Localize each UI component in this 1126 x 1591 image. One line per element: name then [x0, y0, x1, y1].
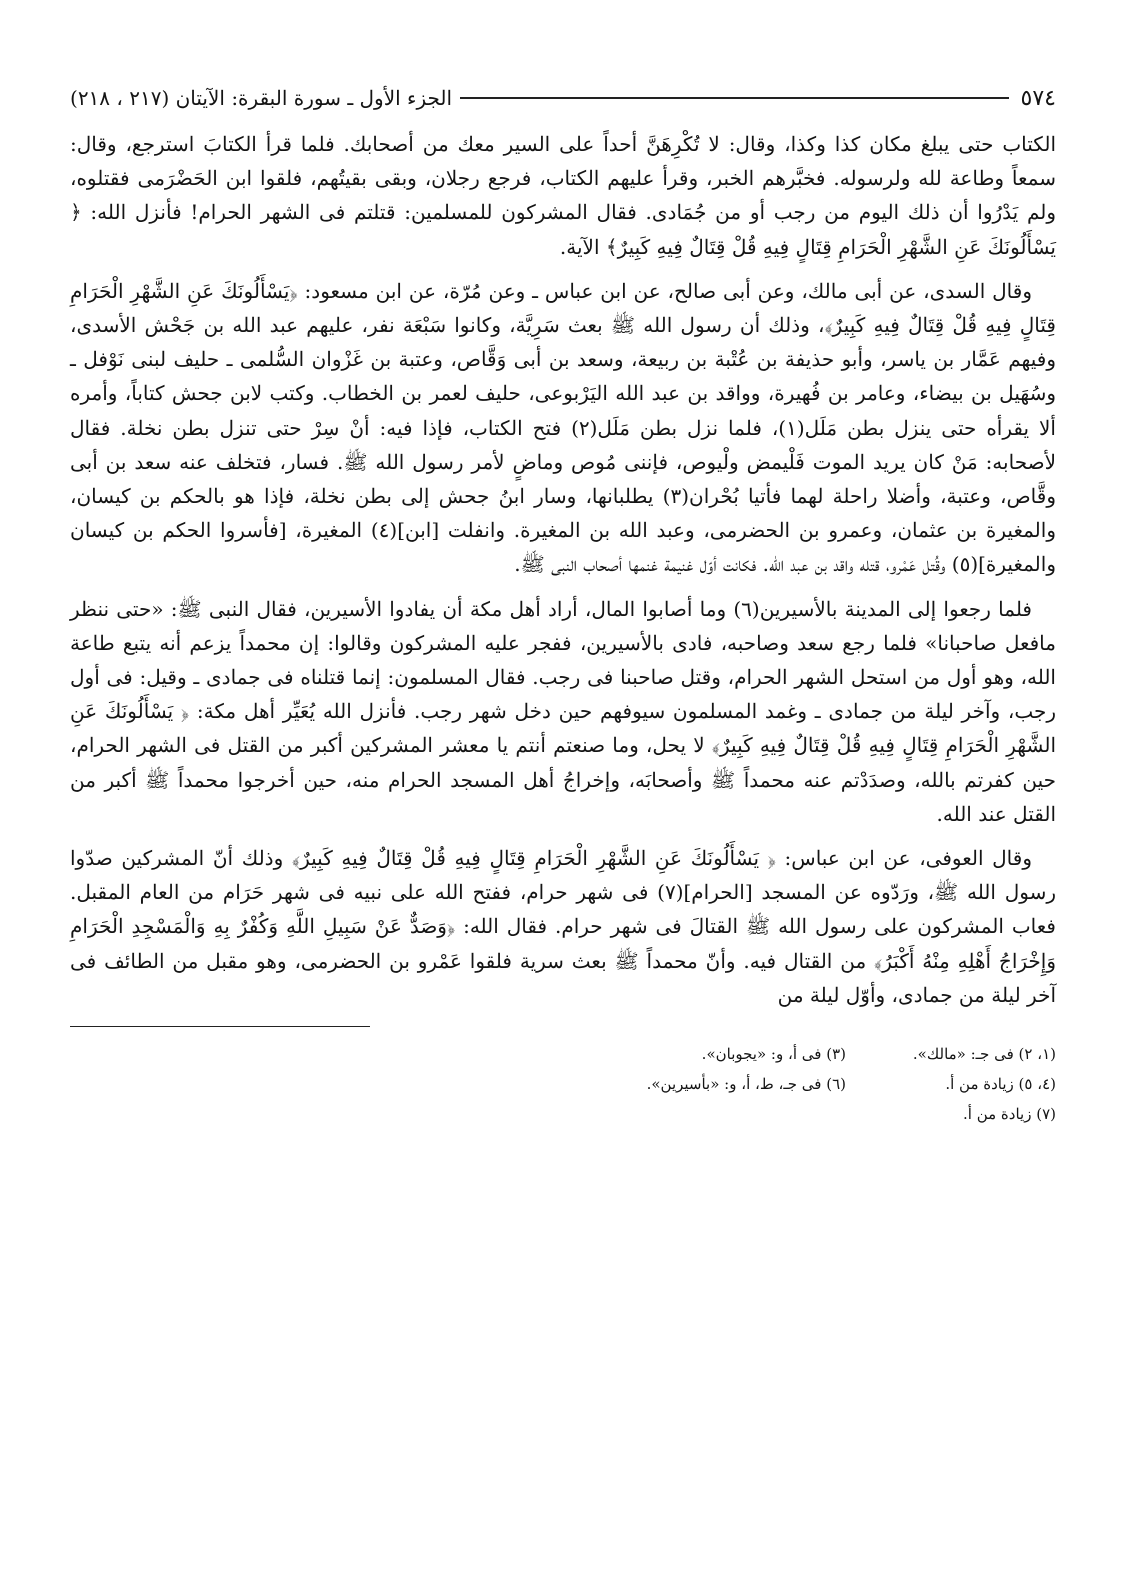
footnote-row: [70, 1069, 1056, 1099]
footnotes: [70, 1039, 1056, 1129]
body-text: [70, 127, 1056, 1012]
footnote: [546, 1099, 846, 1129]
document-page: [70, 78, 1056, 1129]
running-title: الجزء الأول ـ سورة البقرة: الآيتان (٢١٧ ، ٢١٨): [70, 86, 453, 110]
paragraph: وقال السدى، عن أبى مالك، وعن أبى صالح، عن ابن عباس ـ وعن مُرّة، عن ابن مسعود: ﴿يَسْأَلُونَكَ عَنِ الشَّهْرِ الْحَرَامِ قِتَالٍ فِيهِ قُلْ قِتَالٌ فِيهِ كَبِيرٌ﴾، وذلك أن رسول الله ﷺ بعث سَرِيَّة، وكانوا سَبْعَة نفر، عليهم عبد الله بن جَحْش الأسدى، وفيهم عَمَّار بن ياسر، وأبو حذيفة بن عُتْبة بن ربيعة، وسعد بن أبى وَقَّاص، وعتبة بن غَزْوان السُّلمى ـ حليف لبنى نَوْفل ـ وسُهَيل بن بيضاء، وعامر بن فُهيرة، وواقد بن عبد الله اليَرْبوعى، حليف لعمر بن الخطاب. وكتب لابن جحش كتاباً، وأمره ألا يقرأه حتى ينزل بطن مَلَل(١)، فلما نزل بطن مَلَل(٢) فتح الكتاب، فإذا فيه: أنْ سِرْ حتى تنزل بطن نخلة. فقال لأصحابه: مَنْ كان يريد الموت فَلْيمض ولْيوص، فإننى مُوص وماضٍ لأمر رسول الله ﷺ. فسار، فتخلف عنه سعد بن أبى وقَّاص، وعتبة، وأضلا راحلة لهما فأتيا بُحْران(٣) يطلبانها، وسار ابنُ جحش إلى بطن نخلة، فإذا هو بالحكم بن كيسان، والمغيرة بن عثمان، وعمرو بن الحضرمى، وعبد الله بن المغيرة. وانفلت [ابن](٤) المغيرة، [فأسروا الحكم بن كيسان والمغيرة](٥) وقُتل عَمْرو، قتله واقد بن عبد الله. فكانت أوّل غنيمة غنمها أصحاب النبى ﷺ.: [70, 278, 1056, 577]
running-header: [70, 78, 1056, 119]
paragraph: فلما رجعوا إلى المدينة بالأسيرين(٦) وما أصابوا المال، أراد أهل مكة أن يفادوا الأسيرين، فقال النبى ﷺ: «حتى ننظر مافعل صاحبانا» فلما رجع سعد وصاحبه، فادى بالأسيرين، ففجر عليه المشركون وقالوا: إن محمداً يزعم أنه يتبع طاعة الله، وهو أول من استحل الشهر الحرام، وقتل صاحبنا فى رجب. فقال المسلمون: إنما قتلناه فى جمادى ـ وقيل: فى أول رجب، وآخر ليلة من جمادى ـ وغمد المسلمون سيوفهم حين دخل شهر رجب. فأنزل الله يُعَيِّر أهل مكة: ﴿ يَسْأَلُونَكَ عَنِ الشَّهْرِ الْحَرَامِ قِتَالٍ فِيهِ قُلْ قِتَالٌ فِيهِ كَبِيرٌ﴾ لا يحل، وما صنعتم أنتم يا معشر المشركين أكبر من القتل فى الشهر الحرام، حين كفرتم بالله، وصدَدْتم عنه محمداً ﷺ وأصحابَه، وإخراجُ أهل المسجد الحرام منه، حين أخرجوا محمداً ﷺ أكبر من القتل عند الله.: [70, 596, 1056, 826]
footnote: (٤، ٥) زيادة من أ.: [945, 1075, 1056, 1094]
footnote: (١، ٢) فى جـ: «مالك».: [912, 1045, 1056, 1064]
footnote: (٦) فى جـ، ط، أ، و: «بأسيرين».: [646, 1075, 846, 1094]
footnote: (٣) فى أ، و: «يجوبان».: [701, 1045, 846, 1064]
footnote-row: [70, 1099, 1056, 1129]
footnote-row: [70, 1039, 1056, 1069]
header-rule: [460, 97, 1009, 99]
paragraph: وقال العوفى، عن ابن عباس: ﴿ يَسْأَلُونَكَ عَنِ الشَّهْرِ الْحَرَامِ قِتَالٍ فِيهِ قُلْ قِتَالٌ فِيهِ كَبِيرٌ﴾ وذلك أنّ المشركين صدّوا رسول الله ﷺ، ورَدّوه عن المسجد [الحرام](٧) فى شهر حرام، ففتح الله على نبيه فى شهر حَرَام من العام المقبل. فعاب المشركون على رسول الله ﷺ القتالَ فى شهر حرام. فقال الله: ﴿وَصَدٌّ عَنْ سَبِيلِ اللَّهِ وَكُفْرٌ بِهِ وَالْمَسْجِدِ الْحَرَامِ وَإِخْرَاجُ أَهْلِهِ مِنْهُ أَكْبَرُ﴾ من القتال فيه. وأنّ محمداً ﷺ بعث سرية فلقوا عَمْرو بن الحضرمى، وهو مقبل من الطائف فى آخر ليلة من جمادى، وأوّل ليلة من: [70, 846, 1056, 1007]
footnote: (٧) زيادة من أ.: [963, 1105, 1056, 1124]
page-number: ٥٧٤: [1020, 85, 1056, 111]
footnote-separator: [70, 1026, 370, 1027]
paragraph: الكتاب حتى يبلغ مكان كذا وكذا، وقال: لا تُكْرِهَنَّ أحداً على السير معك من أصحابك. فلما قرأ الكتابَ استرجع، وقال: سمعاً وطاعة لله ولرسوله. فخبَّرهم الخبر، وقرأ عليهم الكتاب، فرجع رجلان، وبقى بقيتُهم، فلقوا ابن الحَضْرَمى فقتلوه، ولم يَدْرُوا أن ذلك اليوم من رجب أو من جُمَادى. فقال المشركون للمسلمين: قتلتم فى الشهر الحرام! فأنزل الله: ﴿ يَسْأَلُونَكَ عَنِ الشَّهْرِ الْحَرَامِ قِتَالٍ فِيهِ قُلْ قِتَالٌ فِيهِ كَبِيرٌ﴾ الآية.: [70, 132, 1056, 259]
